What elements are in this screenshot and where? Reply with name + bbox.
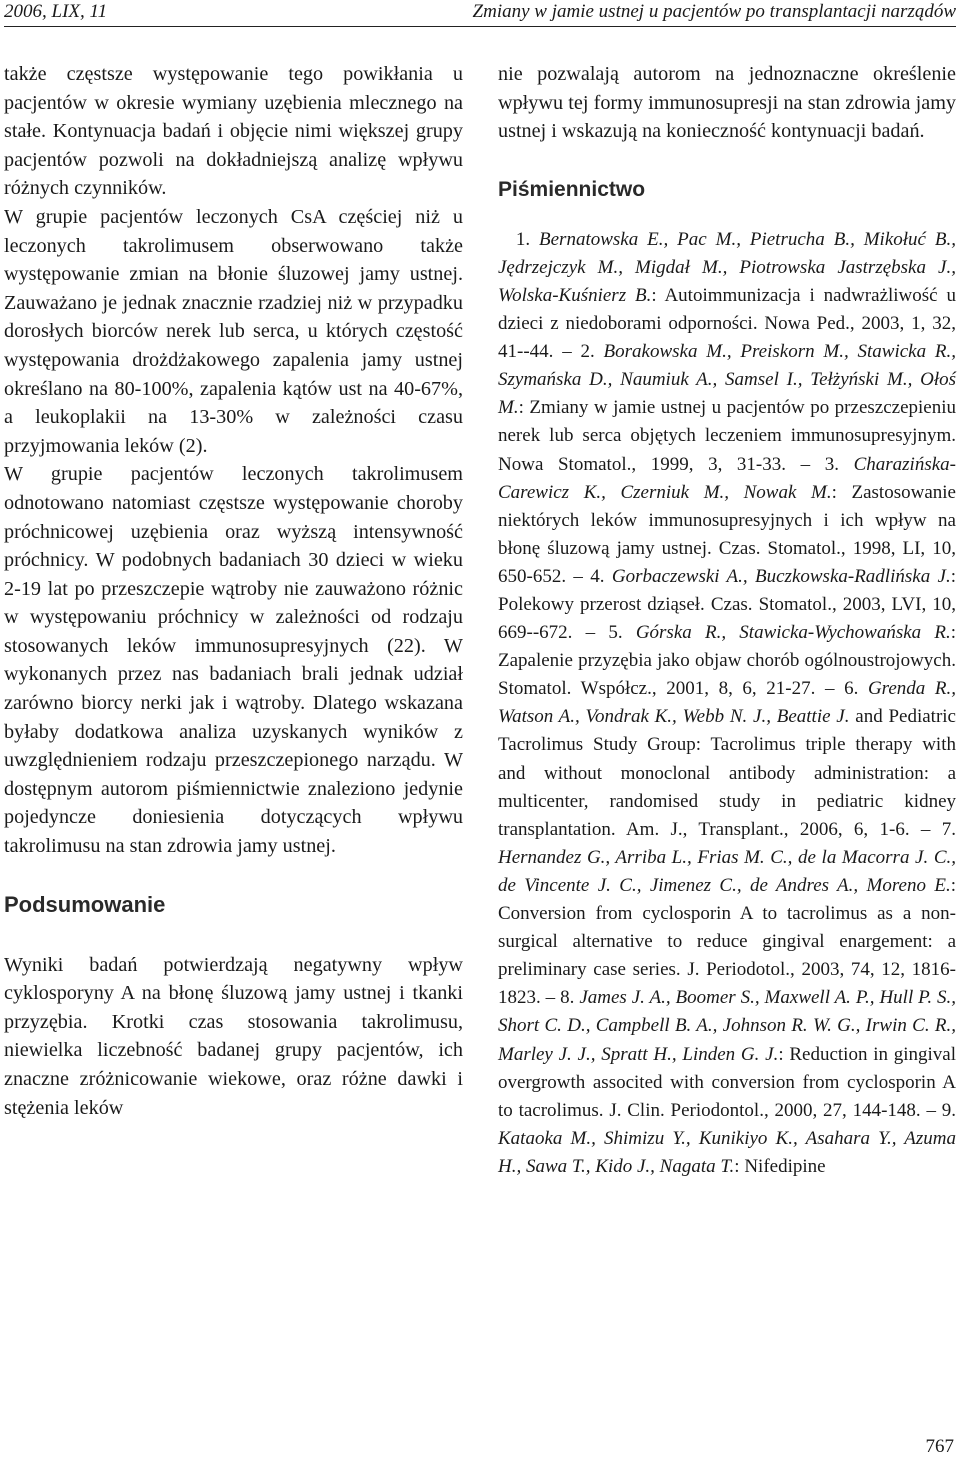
- reference-number: 2.: [580, 341, 595, 363]
- reference-number: 9.: [941, 1099, 956, 1121]
- reference-number: 5.: [608, 622, 623, 644]
- reference-number: 7.: [941, 818, 957, 840]
- paragraph-1: także częstsze występowanie tego powikłania u pacjentów w okresie wymiany uzębienia mlecznego na stałe. Kontynuacja badań i objęcie nimi większej grupy pacjentów pozwoli na dokładniejszą analizę wpływu różnych czynników.: [4, 63, 463, 200]
- paragraph-2: W grupie pacjentów leczonych CsA częściej niż u leczonych takrolimusem obserwowano także występowanie zmian na błonie śluzowej jamy ustnej. Zauważano je jednak znacznie rzadziej niż w przypadku dorosłych biorców nerek lub serca, u których częstość występowania drożdżakowego zapalenia jamy ustnej określano na 80-100%, zapalenia kątów ust na 40-67%, a leukoplakii na 13-30% w zależności czasu przyjmowania leków (2).: [4, 205, 463, 457]
- reference-authors: James J. A., Boomer S., Maxwell A. P., Hull P. S., Short C. D., Campbell B. A., Johnson R. W. G., Irwin C. R., Marley J. J., Spratt H., Linden G. J.: [498, 987, 956, 1065]
- reference-details: : Reduction in gingival overgrowth associted with conversion from cyclosporin A to tacrolimus. J. Clin. Periodontol., 2000, 27, 144-148.: [498, 1043, 956, 1121]
- continuation-paragraph: nie pozwalają autorom na jednoznaczne określenie wpływu tej formy immunosupresji na stan zdrowia jamy ustnej i wskazują na konieczność kontynuacji badań.: [498, 63, 956, 143]
- reference-number: 6.: [844, 678, 859, 700]
- reference-separator: –: [786, 453, 825, 475]
- reference-number: 8.: [560, 987, 575, 1009]
- reference-separator: –: [815, 678, 845, 700]
- reference-details: and Pediatric Tacrolimus Study Group: Tacrolimus triple therapy with and without monoclonal antibody administration: a multicenter, randomised study in pediatric kidney transplantation. Am. J., Transplant., 2006, 6, 1-6.: [498, 706, 956, 840]
- reference-separator: –: [540, 987, 561, 1009]
- right-column: [498, 60, 956, 1181]
- paragraph-3: W grupie pacjentów leczonych takrolimusem odnotowano natomiast częstsze występowanie choroby próchnicowej uzębienia oraz wyższą intensywność próchnicy. W podobnych badaniach 30 dzieci w wieku 2-19 lat po przeszczepie wątroby nie zauważono różnic w występowaniu próchnicy w zależności od rodzaju stosowanych leków immunosupresyjnych (22). W wykonanych przez nas badaniach brali jednak udział zarówno biorcy nerki jak i wątroby. Dlatego wskazana byłaby dodatkowa analiza uzyskanych wyników z uwzględnieniem rodzaju przeszczepionego narządu. W dostępnym autorom piśmiennictwie znaleziono jedynie pojedyncze doniesienia dotyczących wpływu takrolimusu na stan zdrowia jamy ustnej.: [4, 463, 463, 858]
- reference-details: : Zapalenie przyzębia jako objaw chorób ogólnoustrojowych. Stomatol. Współcz., 2001, 8, 6, 21-27.: [498, 622, 957, 700]
- reference-number: 1.: [515, 228, 531, 250]
- reference-item: [498, 819, 956, 1009]
- reference-authors: Kataoka M., Shimizu Y., Kunikiyo K., Asahara Y., Azuma H., Sawa T., Kido J., Nagata T.: [498, 1127, 956, 1177]
- reference-separator: –: [909, 818, 942, 840]
- reference-separator: –: [920, 1099, 942, 1121]
- reference-item: [498, 678, 956, 839]
- article-running-title: Zmiany w jamie ustnej u pacjentów po transplantacji narządów: [472, 1, 956, 22]
- reference-details: : Nifedipine: [734, 1155, 826, 1177]
- references-heading: Piśmiennictwo: [498, 177, 646, 201]
- running-header: [4, 0, 956, 27]
- reference-separator: –: [566, 565, 591, 587]
- reference-authors: Górska R., Stawicka-Wychowańska R.: [635, 622, 951, 644]
- reference-separator: –: [553, 341, 581, 363]
- reference-authors: Charazińska-Carewicz K., Czerniuk M., Nowak M.: [498, 453, 956, 503]
- reference-details: : Conversion from cyclosporin A to tacrolimus as a non-surgical alternative to reduce gingival enargement: a preliminary case series. J. Periodotol., 2003, 74, 12, 1816-1823.: [498, 874, 956, 1009]
- reference-number: 3.: [824, 453, 839, 475]
- reference-authors: Borakowska M., Preiskorn M., Stawicka R., Szymańska D., Naumiuk A., Samsel I., Tełżyński M., Ołoś M.: [498, 341, 956, 419]
- left-column: [4, 60, 463, 1122]
- page-number: 767: [925, 1436, 954, 1457]
- reference-authors: Hernandez G., Arriba L., Frias M. C., de la Macorra J. C., de Vincente J. C., Jimenez C., de Andres A., Moreno E.: [498, 846, 956, 896]
- reference-authors: Grenda R., Watson A., Vondrak K., Webb N. J., Beattie J.: [498, 678, 957, 728]
- summary-heading: Podsumowanie: [4, 891, 166, 917]
- reference-separator: –: [572, 622, 609, 644]
- reference-list: [498, 226, 956, 1181]
- reference-item: [498, 987, 956, 1120]
- reference-number: 4.: [590, 565, 605, 587]
- reference-details: : Zastosowanie niektórych leków immunosupresyjnych i ich wpływ na błonę śluzową jamy ustnej. Czas. Stomatol., 1998, LI, 10, 650-652.: [498, 481, 956, 587]
- journal-issue: 2006, LIX, 11: [4, 1, 108, 22]
- summary-paragraph: Wyniki badań potwierdzają negatywny wpływ cyklosporyny A na błonę śluzową jamy ustnej i tkanki przyzębia. Krotki czas stosowania takrolimusu, niewielka liczebność badanej grupy pacjentów, ich znaczne zróżnicowanie wiekowe, oraz różne dawki i stężenia leków: [4, 953, 463, 1119]
- reference-details: : Polekowy przerost dziąseł. Czas. Stomatol., 2003, LVI, 10, 669--672.: [498, 565, 957, 644]
- reference-details: : Zmiany w jamie ustnej u pacjentów po przeszczepieniu nerek lub serca objętych leczeniem immunosupresyjnym. Nowa Stomatol., 1999, 3, 31-33.: [498, 397, 956, 475]
- reference-authors: Bernatowska E., Pac M., Pietrucha B., Mikołuć B., Jędrzejczyk M., Migdał M., Piotrowska Jastrzębska J., Wolska-Kuśnierz B.: [498, 228, 957, 306]
- reference-details: : Autoimmunizacja i nadwrażliwość u dzieci z niedoborami odporności. Nowa Ped., 2003, 1, 32, 41--44.: [498, 284, 956, 363]
- reference-authors: Gorbaczewski A., Buczkowska-Radlińska J.: [611, 565, 951, 587]
